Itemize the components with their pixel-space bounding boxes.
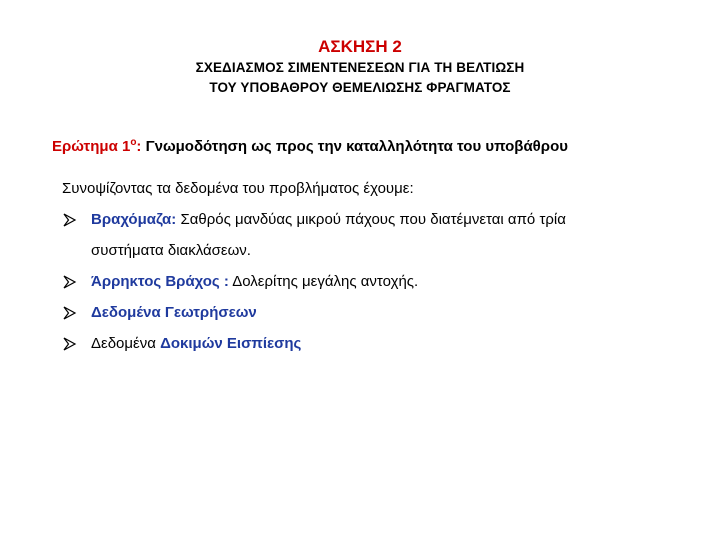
title-block xyxy=(0,36,720,98)
slide-title: ΑΣΚΗΣΗ 2 xyxy=(318,37,402,56)
list-item-injection-tests xyxy=(62,333,702,355)
question-text: Γνωμοδότηση ως προς την καταλληλότητα του υποβάθρου xyxy=(145,138,568,155)
list-item-term: Βραχόμαζα: xyxy=(91,211,177,228)
arrowhead-bullet-icon xyxy=(62,209,78,231)
list-item-term: Άρρηκτος Βράχος : xyxy=(91,273,229,290)
arrowhead-bullet-icon xyxy=(62,333,78,355)
list-item-continuation: συστήματα διακλάσεων. xyxy=(91,242,251,259)
list-item-borehole-data xyxy=(62,302,702,324)
question-label-colon: : xyxy=(136,138,142,155)
arrowhead-bullet-icon xyxy=(62,302,78,324)
list-item-text: Δολερίτης μεγάλης αντοχής. xyxy=(228,273,419,290)
list-item-prefix: Δεδομένα xyxy=(91,335,161,352)
list-item-text: Σαθρός μανδύας μικρού πάχους που διατέμνεται από τρία xyxy=(176,211,566,228)
list-item-term: Δεδομένα Γεωτρήσεων xyxy=(91,304,257,321)
question-label-superscript: ο xyxy=(130,137,137,148)
list-item-intact-rock xyxy=(62,271,702,293)
list-item-term: Δοκιμών Εισπίεσης xyxy=(160,335,302,352)
list-item-rock-mass xyxy=(62,209,702,262)
intro-text: Συνοψίζοντας τα δεδομένα του προβλήματος έχουμε: xyxy=(62,180,414,197)
question-heading xyxy=(52,137,568,155)
arrowhead-bullet-icon xyxy=(62,271,78,293)
slide-subtitle-line-1: ΣΧΕΔΙΑΣΜΟΣ ΣΙΜΕΝΤΕΝΕΣΕΩΝ ΓΙΑ ΤΗ ΒΕΛΤΙΩΣΗ xyxy=(195,60,525,75)
content-body xyxy=(62,178,702,364)
question-label-prefix: Ερώτημα 1 xyxy=(52,138,131,155)
question-label xyxy=(52,138,141,155)
slide-subtitle-line-2: ΤΟΥ ΥΠΟΒΑΘΡΟΥ ΘΕΜΕΛΙΩΣΗΣ ΦΡΑΓΜΑΤΟΣ xyxy=(209,80,511,95)
